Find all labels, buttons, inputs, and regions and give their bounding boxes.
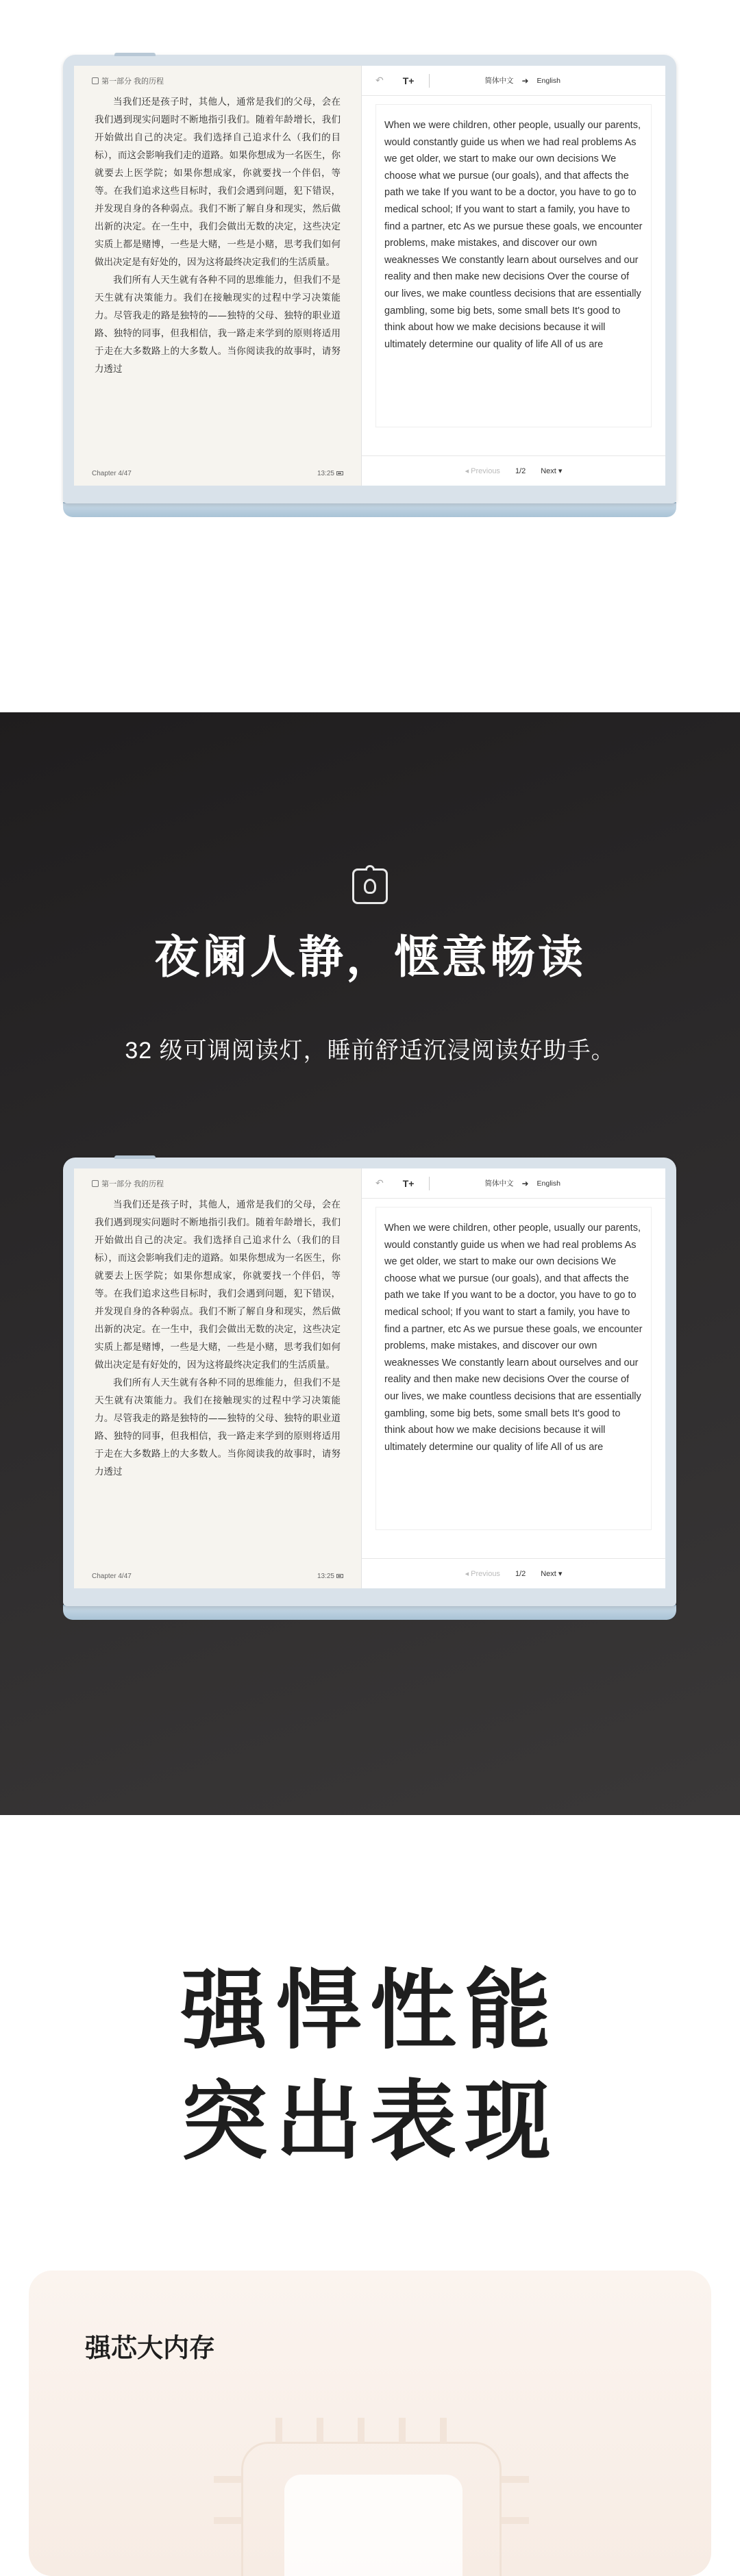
divider	[429, 74, 430, 88]
chip-pin	[317, 2418, 323, 2442]
reading-footer	[92, 470, 343, 477]
bulb-shape	[364, 879, 376, 894]
book-icon	[92, 77, 99, 84]
chip-pin	[440, 2418, 447, 2442]
chip-pin	[502, 2476, 529, 2483]
chip-pin	[214, 2476, 241, 2483]
section-subtitle: 32 级可调阅读灯，睡前舒适沉浸阅读好助手。	[125, 1038, 615, 1064]
title-line: 突出表现	[181, 2073, 559, 2170]
notch-shape	[365, 865, 375, 871]
next-button[interactable]: Next ▾	[541, 1570, 563, 1578]
chinese-reading-pane	[74, 66, 362, 486]
previous-button[interactable]: ◂ Previous	[465, 467, 500, 475]
paragraph: 我们所有人天生就有各种不同的思维能力，但我们不是天生就有决策能力。我们在接触现实的过程中学习决策能力。尽管我走的路是独特的——独特的父母、独特的职业道路、独特的同事，但我相信，我一路走来学到的原则将适用于走在大多数路上的大多数人。当你阅读我的故事时，请努力透过	[95, 1377, 341, 1477]
time-label: 13:25	[317, 1573, 334, 1580]
hero-section	[0, 0, 740, 712]
page-indicator: 1/2	[515, 466, 526, 475]
page-indicator: 1/2	[515, 1569, 526, 1578]
chip-pin	[399, 2418, 406, 2442]
chip-pin	[502, 2517, 529, 2524]
chip-pin	[275, 2418, 282, 2442]
night-reading-section	[0, 712, 740, 1815]
chinese-text	[95, 1196, 341, 1481]
pager	[362, 455, 665, 486]
chip-icon	[241, 2442, 502, 2576]
chinese-reading-pane	[74, 1168, 362, 1588]
target-language[interactable]: English	[536, 1179, 560, 1188]
night-light-icon	[352, 868, 388, 904]
battery-icon	[336, 471, 343, 475]
breadcrumb[interactable]	[92, 75, 164, 86]
tablet-frame	[63, 1158, 676, 1606]
section-title: 夜阑人静，惬意畅读	[154, 931, 586, 982]
breadcrumb[interactable]	[92, 1178, 164, 1189]
divider	[429, 1177, 430, 1190]
paragraph: 我们所有人天生就有各种不同的思维能力，但我们不是天生就有决策能力。我们在接触现实的过程中学习决策能力。尽管我走的路是独特的——独特的父母、独特的职业道路、独特的同事，但我相信，我一路走来学到的原则将适用于走在大多数路上的大多数人。当你阅读我的故事时，请努力透过	[95, 275, 341, 375]
time-label: 13:25	[317, 470, 334, 477]
font-size-button[interactable]: T+	[402, 75, 415, 86]
chip-memory-card	[29, 2271, 711, 2576]
tablet-button	[114, 1155, 156, 1159]
breadcrumb-label: 第一部分 我的历程	[101, 77, 164, 86]
previous-button[interactable]: ◂ Previous	[465, 1570, 500, 1578]
book-icon	[92, 1180, 99, 1187]
font-size-button[interactable]: T+	[402, 1177, 415, 1189]
tablet-device	[63, 1158, 676, 1620]
paragraph: 当我们还是孩子时，其他人，通常是我们的父母，会在我们遇到现实问题时不断地指引我们。随着年龄增长，我们开始做出自己的决定。我们选择自己追求什么（我们的目标），而这会影响我们走的道路。如果你想成为一名医生，你就要去上医学院；如果你想成家，你就要找一个伴侣，等等。在我们追求这些目标时，我们会遇到问题，犯下错误，并发现自身的各种弱点。我们不断了解自身和现实，然后做出新的决定。在一生中，我们会做出无数的决定，这些决定实质上都是赌博，一些是大赌，一些是小赌，思考我们如何做出决定是有好处的，因为这将最终决定我们的生活质量。	[95, 97, 341, 268]
translation-toolbar	[362, 1168, 665, 1199]
chip-pin	[358, 2418, 365, 2442]
status-time	[317, 470, 343, 477]
title-line: 强悍性能	[181, 1962, 559, 2059]
keyboard-cover	[63, 1605, 676, 1620]
pager	[362, 1558, 665, 1588]
arrow-right-icon: ➜	[521, 1178, 529, 1188]
card-title: 强芯大内存	[85, 2334, 216, 2363]
translation-pane	[362, 66, 665, 486]
tablet-screen	[74, 66, 665, 486]
tablet-device	[63, 55, 676, 517]
performance-section	[0, 1815, 740, 2576]
tablet-screen	[74, 1168, 665, 1588]
undo-icon[interactable]: ↶	[375, 1177, 384, 1188]
source-language[interactable]: 简体中文	[484, 1179, 514, 1188]
next-button[interactable]: Next ▾	[541, 467, 563, 475]
chip-core	[284, 2475, 463, 2576]
tablet-button	[114, 53, 156, 56]
arrow-right-icon: ➜	[521, 75, 529, 86]
chapter-indicator: Chapter 4/47	[92, 1573, 132, 1580]
status-time	[317, 1573, 343, 1580]
chapter-indicator: Chapter 4/47	[92, 470, 132, 477]
english-translation-text: When we were children, other people, usually our parents, would constantly guide us when we had real problems As we get older, we start to make our own decisions We choose what we pursue (our goals), and that affects the path we take If you want to be a doctor, you have to go to medical school; If you want to start a family, you have to find a partner, etc As we pursue these goals, we encounter problems, make mistakes, and discover our own weaknesses We constantly learn about ourselves and our reality and then make new decisions Over the course of our lives, we make countless decisions that are essentially gambling, some big bets, some small bets It's good to think about how we make decisions because it will ultimately determine our quality of life All of us are	[375, 104, 652, 427]
keyboard-cover	[63, 502, 676, 517]
battery-icon	[336, 1574, 343, 1578]
chinese-text	[95, 93, 341, 378]
breadcrumb-label: 第一部分 我的历程	[101, 1180, 164, 1188]
undo-icon[interactable]: ↶	[375, 75, 384, 86]
source-language[interactable]: 简体中文	[484, 77, 514, 85]
tablet-frame	[63, 55, 676, 503]
reading-footer	[92, 1573, 343, 1580]
translation-pane	[362, 1168, 665, 1588]
translation-toolbar	[362, 66, 665, 96]
performance-title	[0, 1955, 740, 2177]
english-translation-text: When we were children, other people, usually our parents, would constantly guide us when we had real problems As we get older, we start to make our own decisions We choose what we pursue (our goals), and that affects the path we take If you want to be a doctor, you have to go to medical school; If you want to start a family, you have to find a partner, etc As we pursue these goals, we encounter problems, make mistakes, and discover our own weaknesses We constantly learn about ourselves and our reality and then make new decisions Over the course of our lives, we make countless decisions that are essentially gambling, some big bets, some small bets It's good to think about how we make decisions because it will ultimately determine our quality of life All of us are	[375, 1207, 652, 1530]
chip-pin	[214, 2517, 241, 2524]
paragraph: 当我们还是孩子时，其他人，通常是我们的父母，会在我们遇到现实问题时不断地指引我们。随着年龄增长，我们开始做出自己的决定。我们选择自己追求什么（我们的目标），而这会影响我们走的道路。如果你想成为一名医生，你就要去上医学院；如果你想成家，你就要找一个伴侣，等等。在我们追求这些目标时，我们会遇到问题，犯下错误，并发现自身的各种弱点。我们不断了解自身和现实，然后做出新的决定。在一生中，我们会做出无数的决定，这些决定实质上都是赌博，一些是大赌，一些是小赌，思考我们如何做出决定是有好处的，因为这将最终决定我们的生活质量。	[95, 1199, 341, 1371]
target-language[interactable]: English	[536, 76, 560, 85]
